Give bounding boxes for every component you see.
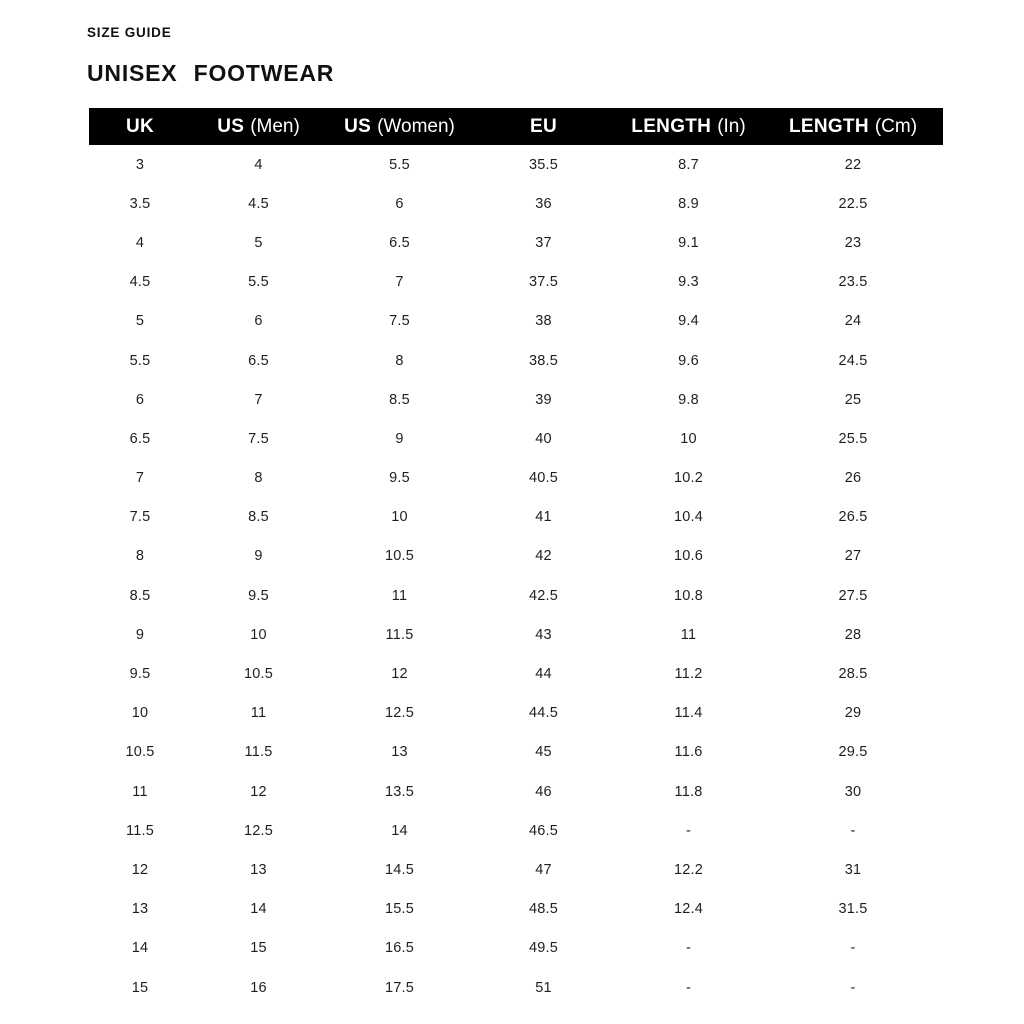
size-cell: 9 — [395, 430, 404, 447]
size-cell: 14.5 — [384, 861, 415, 878]
size-cell: 25 — [844, 391, 862, 408]
size-cell: 5 — [135, 313, 145, 330]
size-cell: 42.5 — [528, 587, 559, 604]
size-cell: 6.5 — [129, 430, 151, 447]
size-cell: 6.5 — [389, 234, 410, 251]
size-cell: 15 — [131, 979, 149, 996]
size-cell: 11.2 — [674, 666, 703, 683]
size-cell: 12 — [250, 783, 267, 800]
size-cell: 46 — [535, 783, 552, 800]
size-cell: 7.5 — [248, 430, 269, 447]
size-cell: 12 — [131, 861, 149, 878]
size-cell: 10.5 — [243, 666, 274, 683]
size-cell: 9 — [135, 626, 145, 643]
size-row — [89, 223, 943, 262]
size-cell: - — [685, 940, 692, 957]
size-cell: 23 — [844, 234, 862, 251]
size-row — [89, 184, 943, 223]
size-cell: 26.5 — [838, 509, 868, 526]
size-cell: 13.5 — [384, 783, 415, 800]
size-row — [89, 498, 943, 537]
size-cell: 6 — [254, 313, 263, 330]
size-cell: 6.5 — [248, 352, 269, 369]
size-cell: 36 — [535, 195, 552, 212]
size-cell: 11 — [680, 626, 697, 643]
size-cell: 9.6 — [678, 352, 699, 369]
col-header-us-men-label: US — [217, 115, 245, 137]
size-cell: 11 — [132, 783, 148, 800]
size-cell: 10 — [250, 626, 267, 643]
page-title: UNISEX FOOTWEAR — [87, 60, 335, 86]
size-cell: 9.1 — [678, 234, 699, 251]
col-header-length-cm: LENGTH (Cm) — [763, 108, 943, 145]
size-row — [89, 380, 943, 419]
size-cell: 4.5 — [129, 274, 151, 291]
table-body — [89, 145, 943, 1007]
size-row — [89, 929, 943, 968]
size-cell: 24.5 — [838, 352, 868, 369]
size-cell: 4.5 — [248, 195, 269, 212]
size-cell: 8.5 — [389, 391, 410, 408]
size-cell: 38.5 — [528, 352, 559, 369]
size-row — [89, 733, 943, 772]
size-cell: 11.8 — [674, 783, 703, 800]
size-cell: 15 — [250, 940, 267, 957]
size-cell: 30 — [844, 783, 862, 800]
size-cell: 41 — [535, 509, 552, 526]
size-cell: 10.5 — [384, 548, 415, 565]
size-cell: 7 — [395, 274, 404, 291]
size-cell: 35.5 — [528, 156, 559, 173]
size-cell: 10 — [131, 705, 149, 722]
size-cell: 10.8 — [673, 587, 704, 604]
size-row — [89, 615, 943, 654]
size-cell: 24 — [844, 313, 862, 330]
size-cell: 44 — [535, 666, 552, 683]
size-cell: 9.5 — [248, 587, 269, 604]
size-cell: 5 — [254, 234, 263, 251]
size-cell: 8.9 — [678, 195, 699, 212]
size-cell: 14 — [131, 940, 149, 957]
size-row — [89, 341, 943, 380]
size-cell: 31 — [844, 861, 862, 878]
size-cell: 25.5 — [838, 430, 868, 447]
size-cell: 7 — [254, 391, 263, 408]
size-cell: 7.5 — [389, 313, 410, 330]
size-cell: 12.5 — [384, 705, 415, 722]
col-header-eu — [473, 108, 614, 145]
size-row — [89, 145, 943, 184]
size-cell: 7.5 — [129, 509, 151, 526]
size-cell: 31.5 — [838, 901, 868, 918]
size-cell: 46.5 — [528, 822, 559, 839]
size-cell: 8.5 — [248, 509, 269, 526]
size-cell: 45 — [535, 744, 552, 761]
size-row — [89, 263, 943, 302]
size-cell: 14 — [391, 822, 408, 839]
size-cell: 11 — [391, 587, 408, 604]
size-conversion-table — [89, 108, 943, 1007]
col-header-eu-label: EU — [530, 115, 557, 137]
size-cell: 16.5 — [384, 940, 415, 957]
size-cell: 3.5 — [129, 195, 151, 212]
size-row — [89, 968, 943, 1007]
size-cell: - — [850, 940, 856, 957]
size-cell: 4 — [254, 156, 263, 173]
size-cell: 11.6 — [674, 744, 703, 761]
col-header-length-in: LENGTH (In) — [614, 108, 763, 145]
size-cell: 40 — [535, 430, 552, 447]
size-cell: 16 — [250, 979, 267, 996]
size-row — [89, 576, 943, 615]
table-header — [89, 108, 943, 145]
size-cell: 40.5 — [528, 470, 559, 487]
col-header-length-cm-label: LENGTH — [788, 115, 869, 137]
size-row — [89, 419, 943, 458]
col-header-uk — [89, 108, 191, 145]
size-row — [89, 302, 943, 341]
size-cell: 22.5 — [838, 195, 868, 212]
size-cell: 10.2 — [673, 470, 704, 487]
size-cell: 28 — [844, 626, 862, 643]
size-cell: 11.5 — [244, 744, 273, 761]
size-cell: 38 — [535, 313, 552, 330]
size-cell: 6 — [135, 391, 145, 408]
size-cell: 8.7 — [678, 156, 699, 173]
size-cell: 5.5 — [248, 274, 269, 291]
col-header-length-in-label: LENGTH — [631, 115, 712, 137]
size-row — [89, 772, 943, 811]
size-cell: 8.5 — [129, 587, 151, 604]
size-cell: 22 — [844, 156, 862, 173]
size-cell: 9.5 — [389, 470, 410, 487]
size-cell: - — [850, 822, 856, 839]
size-cell: 29.5 — [838, 744, 868, 761]
size-cell: 26 — [844, 470, 862, 487]
size-cell: 17.5 — [384, 979, 415, 996]
size-cell: 12 — [391, 666, 408, 683]
size-cell: 10.6 — [673, 548, 704, 565]
size-cell: 14 — [250, 901, 267, 918]
size-cell: 12.5 — [243, 822, 274, 839]
size-cell: 27 — [844, 548, 862, 565]
col-header-uk-label: UK — [125, 115, 155, 137]
size-cell: 27.5 — [838, 587, 868, 604]
size-cell: 9.4 — [678, 313, 699, 330]
size-cell: 42 — [535, 548, 552, 565]
size-cell: - — [685, 822, 692, 839]
size-cell: 48.5 — [528, 901, 559, 918]
size-cell: - — [685, 979, 692, 996]
size-cell: 7 — [135, 470, 145, 487]
size-cell: 15.5 — [384, 901, 415, 918]
size-cell: 5.5 — [129, 352, 151, 369]
size-cell: 6 — [395, 195, 404, 212]
size-cell: 10.4 — [673, 509, 704, 526]
size-cell: 12.2 — [673, 861, 704, 878]
size-cell: 11.4 — [674, 705, 703, 722]
size-row — [89, 459, 943, 498]
size-row — [89, 850, 943, 889]
size-cell: 11.5 — [385, 626, 414, 643]
size-cell: 11.5 — [126, 822, 154, 839]
size-cell: 39 — [535, 391, 552, 408]
size-cell: 28.5 — [838, 666, 868, 683]
size-row — [89, 811, 943, 850]
header-row — [89, 108, 943, 145]
size-cell: 29 — [844, 705, 862, 722]
page-kicker: SIZE GUIDE — [87, 25, 172, 40]
size-cell: 10 — [680, 430, 697, 447]
size-cell: 8 — [395, 352, 404, 369]
size-cell: 10 — [391, 509, 408, 526]
size-row — [89, 694, 943, 733]
size-cell: 4 — [135, 234, 145, 251]
size-cell: 10.5 — [125, 744, 155, 761]
size-row — [89, 537, 943, 576]
size-cell: 13 — [391, 744, 408, 761]
size-row — [89, 654, 943, 693]
size-cell: 5.5 — [389, 156, 410, 173]
size-row — [89, 890, 943, 929]
size-cell: 9.8 — [678, 391, 699, 408]
size-cell: 23.5 — [838, 274, 868, 291]
size-cell: 12.4 — [673, 901, 704, 918]
size-cell: 3 — [135, 156, 145, 173]
size-cell: 13 — [250, 861, 267, 878]
size-cell: 49.5 — [528, 940, 559, 957]
col-header-us-women-label: US — [344, 115, 372, 137]
size-cell: 51 — [535, 979, 552, 996]
size-cell: 8 — [254, 470, 263, 487]
col-header-us-men: US (Men) — [191, 108, 326, 145]
size-cell: 11 — [250, 705, 267, 722]
size-cell: 9.3 — [678, 274, 699, 291]
size-cell: 37 — [535, 234, 552, 251]
size-cell: 43 — [535, 626, 552, 643]
size-cell: 8 — [135, 548, 145, 565]
col-header-us-women: US (Women) — [326, 108, 473, 145]
size-cell: - — [850, 979, 856, 996]
size-cell: 44.5 — [528, 705, 559, 722]
size-cell: 37.5 — [528, 274, 559, 291]
size-cell: 9.5 — [129, 666, 151, 683]
size-cell: 13 — [131, 901, 149, 918]
size-cell: 47 — [535, 861, 552, 878]
size-cell: 9 — [254, 548, 263, 565]
